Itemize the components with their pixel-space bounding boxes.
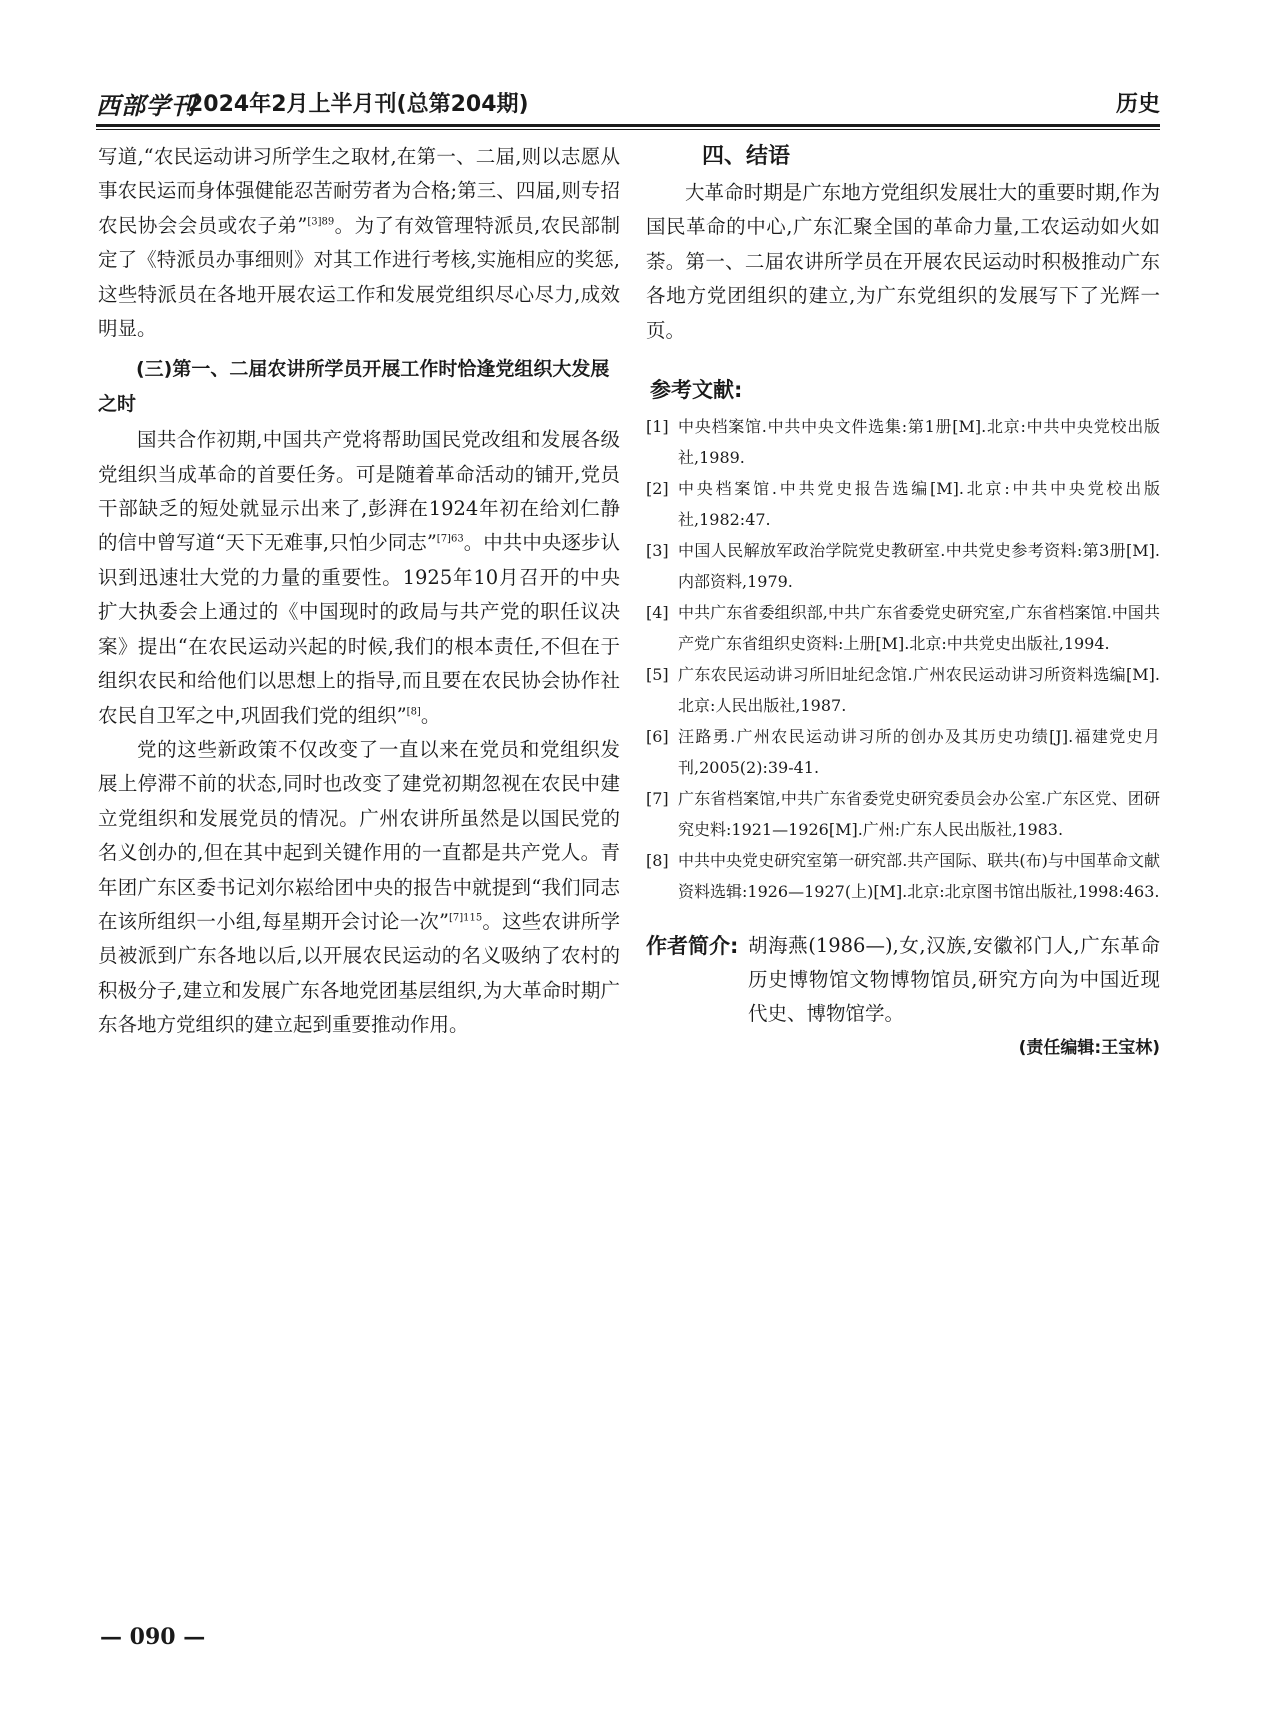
paragraph-2-text-c: 。 [420, 703, 441, 727]
right-column [646, 140, 1160, 1058]
section-label: 历史 [1115, 92, 1160, 117]
reference-number: [3] [646, 541, 669, 561]
reference-item [646, 474, 1160, 535]
author-bio-label: 作者简介: [646, 934, 739, 959]
page-header [96, 86, 1160, 126]
reference-item [646, 598, 1160, 659]
conclusion-paragraph: 大革命时期是广东地方党组织发展壮大的重要时期,作为国民革命的中心,广东汇聚全国的革命力量,工农运动如火如荼。第一、二届农讲所学员在开展农民运动时积极推动广东各地方党团组织的建立,为广东党组织的发展写下了光辉一页。 [646, 181, 1160, 342]
conclusion-heading: 四、结语 [702, 144, 791, 169]
paragraph-2 [98, 423, 620, 733]
header-rule-thin [96, 129, 1160, 130]
responsible-editor: (责任编辑:王宝林) [1018, 1038, 1160, 1059]
references-heading: 参考文献: [650, 378, 743, 403]
reference-text: 汪路勇.广州农民运动讲习所的创办及其历史功绩[J].福建党史月刊,2005(2):39-41. [678, 727, 1160, 777]
author-bio-text: 胡海燕(1986—),女,汉族,安徽祁门人,广东革命历史博物馆文物博物馆员,研究方向为中国近现代史、博物馆学。 [748, 934, 1160, 1026]
reference-text: 中共广东省委组织部,中共广东省委党史研究室,广东省档案馆.中国共产党广东省组织史资料:上册[M].北京:中共党史出版社,1994. [678, 603, 1160, 653]
reference-text: 中国人民解放军政治学院党史教研室.中共党史参考资料:第3册[M].内部资料,1979. [678, 541, 1160, 591]
reference-number: [4] [646, 603, 669, 623]
issue-info: 2024年2月上半月刊(总第204期) [188, 92, 529, 117]
paragraph-3 [98, 733, 620, 1043]
reference-item [646, 412, 1160, 473]
reference-text: 中央档案馆.中共中央文件选集:第1册[M].北京:中共中央党校出版社,1989. [678, 417, 1160, 467]
citation: [3]89 [307, 216, 335, 228]
reference-text: 中共中央党史研究室第一研究部.共产国际、联共(布)与中国革命文献资料选辑:1926—1927(上)[M].北京:北京图书馆出版社,1998:463. [678, 851, 1160, 901]
page-number: — 090 — [100, 1624, 206, 1650]
reference-text: 广东农民运动讲习所旧址纪念馆.广州农民运动讲习所资料选编[M].北京:人民出版社,1987. [678, 665, 1160, 715]
reference-item [646, 784, 1160, 845]
reference-number: [5] [646, 665, 669, 685]
paragraph-2-text-b: 。中共中央逐步认识到迅速壮大党的力量的重要性。1925年10月召开的中央扩大执委会上通过的《中国现时的政局与共产党的职任议决案》提出“在农民运动兴起的时候,我们的根本责任,不但在于组织农民和给他们以思想上的指导,而且要在农民协会协作社农民自卫军之中,巩固我们党的组织” [98, 531, 620, 727]
citation: [7]115 [448, 912, 483, 924]
reference-number: [1] [646, 417, 669, 437]
reference-text: 广东省档案馆,中共广东省委党史研究委员会办公室.广东区党、团研究史料:1921—1926[M].广州:广东人民出版社,1983. [678, 789, 1160, 839]
paragraph-1-text-a: 写道,“农民运动讲习所学生之取材,在第一、二届,则以志愿从事农民运而身体强健能忍苦耐劳者为合格;第三、四届,则专招农民协会会员或农子弟” [98, 145, 620, 237]
citation: [8] [406, 706, 421, 717]
subsection-heading: (三)第一、二届农讲所学员开展工作时恰逢党组织大发展之时 [98, 358, 610, 415]
paragraph-3-text-b: 。这些农讲所学员被派到广东各地以后,以开展农民运动的名义吸纳了农村的积极分子,建立和发展广东各地党团基层组织,为大革命时期广东各地方党组织的建立起到重要推动作用。 [98, 909, 620, 1037]
reference-number: [7] [646, 789, 669, 809]
paragraph-1 [98, 140, 620, 346]
reference-item [646, 722, 1160, 783]
reference-item [646, 660, 1160, 721]
paragraph-2-text-a: 国共合作初期,中国共产党将帮助国民党改组和发展各级党组织当成革命的首要任务。可是随着革命活动的铺开,党员干部缺乏的短处就显示出来了,彭湃在1924年初在给刘仁静的信中曾写道“天下无难事,只怕少同志” [98, 428, 620, 555]
left-column [98, 140, 620, 1043]
citation: [7]63 [436, 533, 464, 545]
paragraph-1-text-b: 。为了有效管理特派员,农民部制定了《特派员办事细则》对其工作进行考核,实施相应的奖惩,这些特派员在各地开展农运工作和发展党组织尽心尽力,成效明显。 [98, 213, 620, 341]
reference-item [646, 536, 1160, 597]
reference-number: [2] [646, 479, 669, 499]
reference-item [646, 846, 1160, 907]
paragraph-3-text-a: 党的这些新政策不仅改变了一直以来在党员和党组织发展上停滞不前的状态,同时也改变了建党初期忽视在农民中建立党组织和发展党员的情况。广州农讲所虽然是以国民党的名义创办的,但在其中起到关键作用的一直都是共产党人。青年团广东区委书记刘尔崧给团中央的报告中就提到“我们同志在该所组织一小组,每星期开会讨论一次” [98, 737, 620, 933]
author-bio [646, 929, 1160, 1031]
references-list [646, 412, 1160, 907]
journal-logo: 西部学刊 [96, 91, 196, 120]
reference-number: [8] [646, 851, 669, 871]
reference-text: 中央档案馆.中共党史报告选编[M].北京:中共中央党校出版社,1982:47. [678, 479, 1160, 529]
reference-number: [6] [646, 727, 669, 747]
header-rule-thick [96, 124, 1160, 127]
